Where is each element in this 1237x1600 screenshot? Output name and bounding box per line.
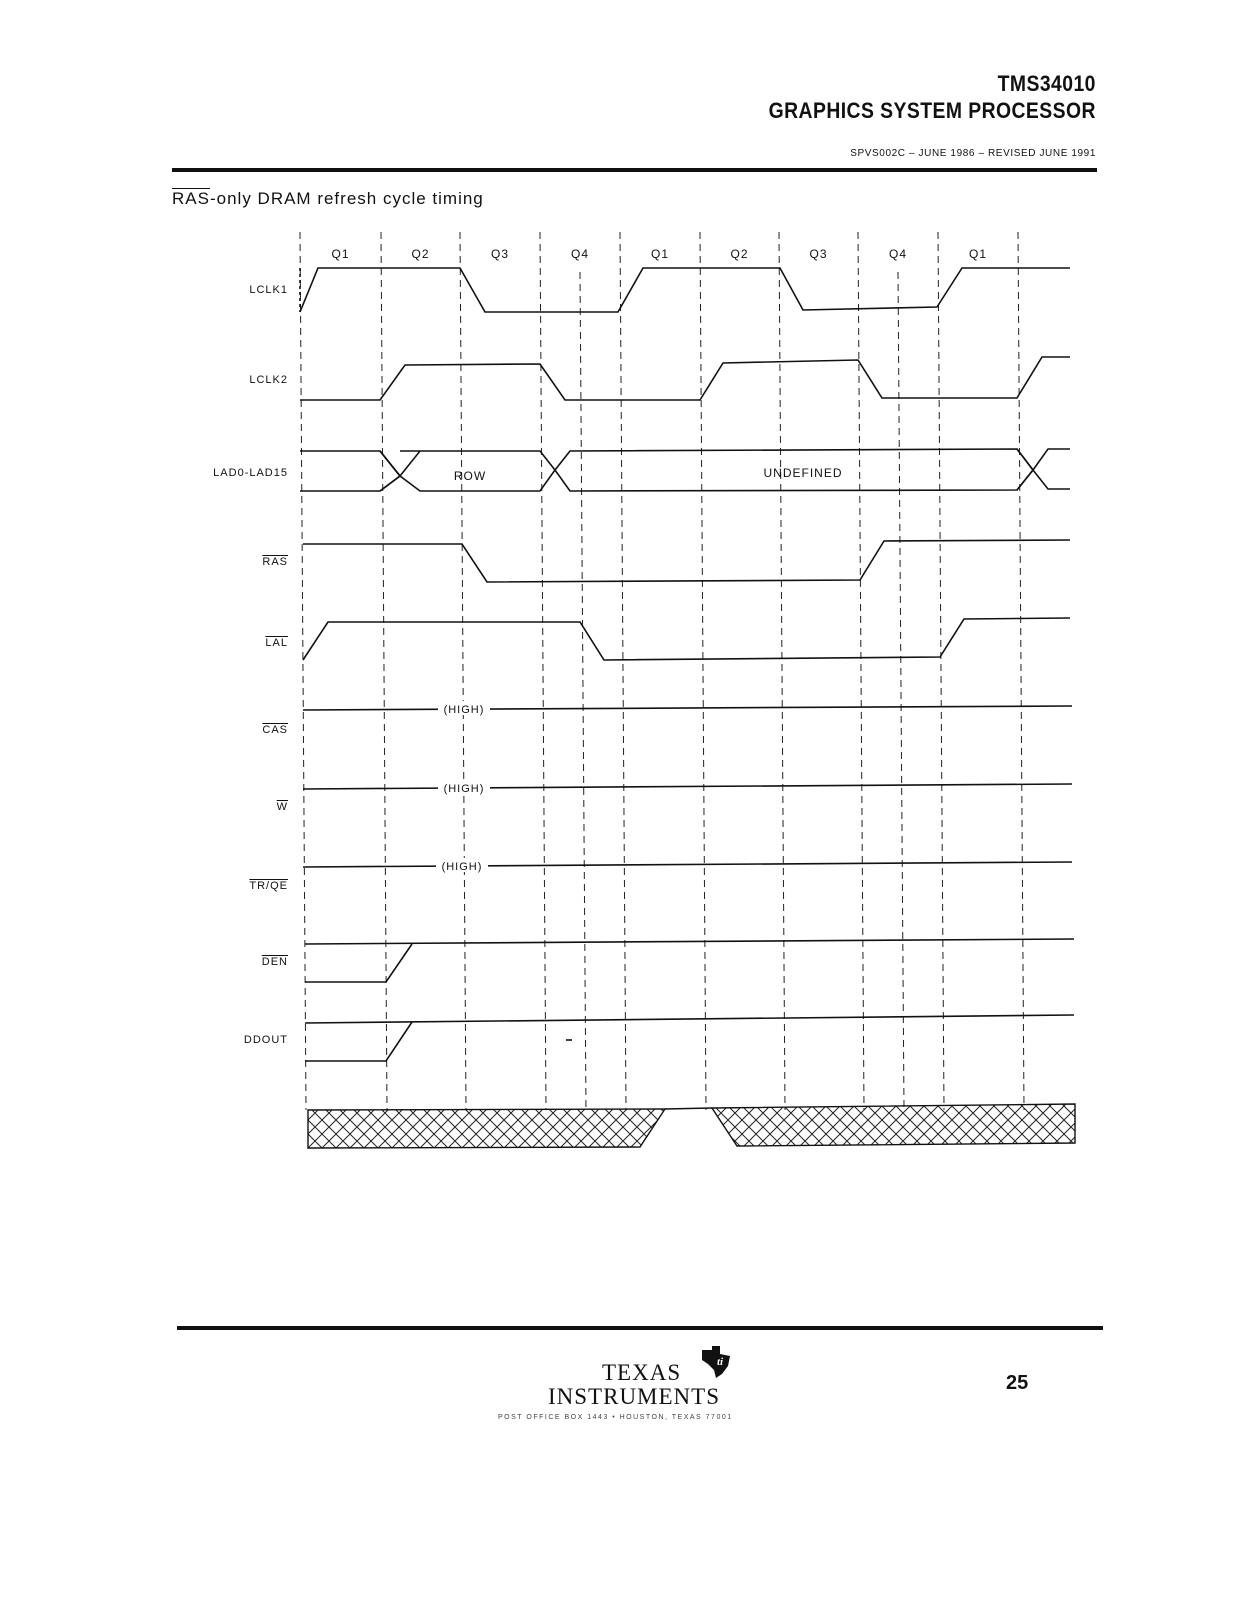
quarter-label: Q3 — [490, 247, 510, 261]
quarter-label: Q1 — [968, 247, 988, 261]
title-line-1: TMS34010 — [997, 71, 1096, 96]
logo-texas: TEXAS — [602, 1360, 682, 1385]
wave-cas — [303, 706, 1072, 710]
quarter-boundary-line — [300, 232, 306, 1110]
section-title-overline: $\overline{RAS}$ — [172, 189, 210, 208]
quarter-label: Q1 — [650, 247, 670, 261]
logo-instruments: INSTRUMENTS — [548, 1384, 721, 1409]
trqe-high-label: (HIGH) — [441, 861, 483, 873]
wave-ddout — [305, 1022, 412, 1061]
quarter-boundary-line — [938, 232, 944, 1110]
quarter-boundary-line — [1018, 232, 1024, 1110]
quarter-boundary-line — [700, 232, 706, 1110]
wave-trqe — [303, 862, 1072, 867]
page-number: 25 — [1006, 1372, 1029, 1394]
wave-ras — [303, 540, 1070, 582]
footer-address: POST OFFICE BOX 1443 • HOUSTON, TEXAS 77001 — [498, 1414, 733, 1421]
signal-label-lad: LAD0-LAD15 — [213, 467, 288, 479]
quarter-boundary-line — [381, 232, 387, 1110]
subquarter-line — [580, 272, 586, 1110]
bus-label-undefined: UNDEFINED — [763, 466, 843, 480]
signal-label-den: $\overline{DEN}$ — [261, 956, 288, 968]
signal-label-lclk1: LCLK1 — [249, 284, 288, 296]
signal-label-ras: $\overline{RAS}$ — [262, 556, 288, 568]
quarter-boundary-line — [620, 232, 626, 1110]
quarter-label: Q4 — [888, 247, 908, 261]
signal-label-ddout: DDOUT — [243, 1034, 288, 1046]
wave-ddout-high — [305, 1015, 1074, 1023]
quarter-label: Q2 — [730, 247, 749, 261]
signal-label-w: $\overline{W}$ — [276, 801, 288, 813]
wave-lclk2 — [300, 357, 1070, 400]
ti-state-icon — [698, 1344, 734, 1380]
doc-reference: SPVS002C – JUNE 1986 – REVISED JUNE 1991 — [850, 148, 1096, 159]
quarter-boundary-line — [540, 232, 546, 1110]
quarter-boundary-line — [779, 232, 785, 1110]
cas-high-label: (HIGH) — [443, 704, 485, 716]
signal-label-cas: $\overline{CAS}$ — [262, 724, 288, 736]
signal-label-trqe: TR/QE — [249, 880, 288, 892]
wave-w — [303, 784, 1072, 789]
quarter-boundary-line — [460, 232, 466, 1110]
wave-lal — [303, 618, 1070, 660]
quarter-label: Q4 — [570, 247, 590, 261]
signal-label-lclk2: LCLK2 — [249, 374, 288, 386]
footer-rule — [177, 1326, 1103, 1330]
svg-text:ti: ti — [717, 1356, 724, 1368]
title-line-2: GRAPHICS SYSTEM PROCESSOR — [768, 98, 1096, 123]
section-title-rest: -only DRAM refresh cycle timing — [209, 189, 484, 208]
w-high-label: (HIGH) — [443, 783, 485, 795]
bus-label-row: ROW — [453, 469, 487, 483]
wave-den-high — [305, 939, 1074, 944]
quarter-label: Q1 — [331, 247, 350, 261]
wave-lclk1 — [300, 268, 1070, 312]
signal-label-lal: $\overline{LAL}$ — [265, 637, 288, 649]
hatched-region — [308, 1104, 1075, 1148]
quarter-label: Q3 — [809, 247, 828, 261]
wave-den — [305, 944, 412, 982]
quarter-label: Q2 — [411, 247, 430, 261]
